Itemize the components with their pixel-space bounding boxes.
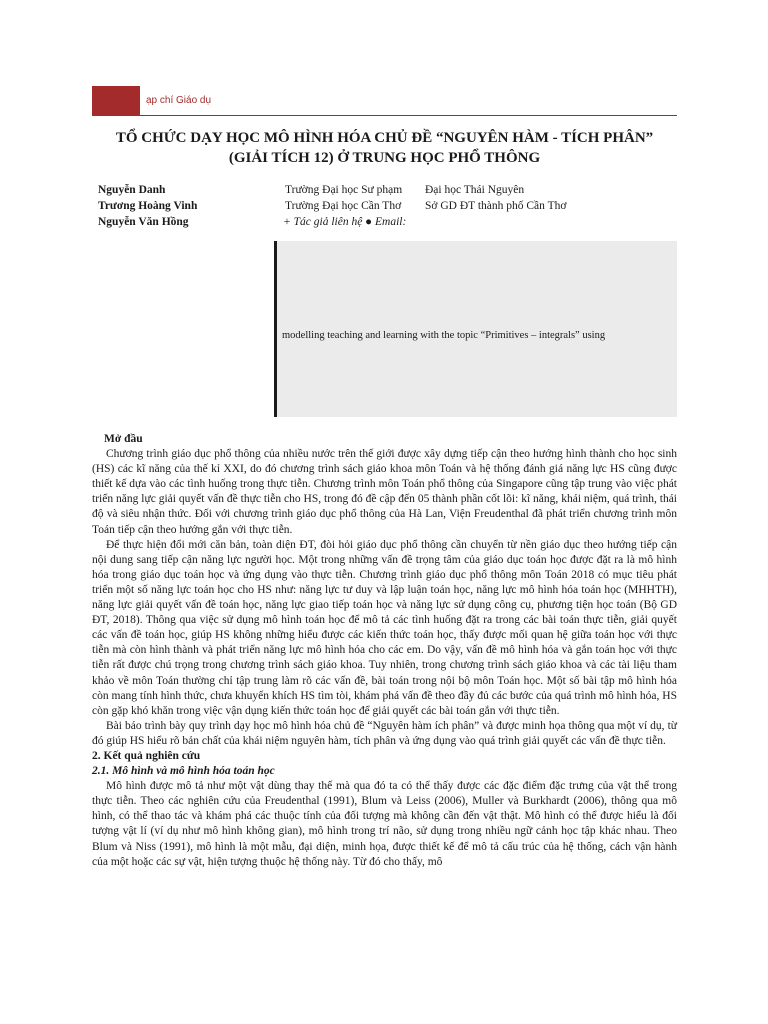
- author-row: [98, 182, 678, 198]
- header-rule: [140, 115, 677, 116]
- author-list: [98, 182, 678, 230]
- author-affiliation: Sở GD ĐT thành phố Cần Thơ: [425, 200, 567, 212]
- author-affiliation: Đại học Thái Nguyên: [425, 184, 525, 196]
- author-affiliation: Trường Đại học Sư phạm: [285, 184, 403, 196]
- section-heading-intro: Mở đầu: [104, 433, 143, 445]
- journal-header: [92, 86, 677, 116]
- subsection-heading-models: 2.1. Mô hình và mô hình hóa toán học: [92, 765, 275, 778]
- journal-logo-block: [92, 86, 140, 116]
- paper-title: [92, 128, 677, 168]
- paragraph: Để thực hiện đổi mới căn bản, toàn diện ĐT, đòi hỏi giáo dục phổ thông cần chuyển từ nền giáo dục theo hướng tiếp cận nội dung sang tiếp cận năng lực người học. Một trong những vấn đề trọng tâm của giáo dục toán học được đặt ra là mô hình hóa trong giáo dục toán học và ứng dụng vào thực tiễn. Chương trình giáo dục phổ thông môn Toán 2018 có mục tiêu phát triển một số năng lực toán học cho HS như: năng lực tư duy và lập luận toán học, năng lực mô hình hóa toán học (MHHTH), năng lực giải quyết vấn đề toán học, năng lực giao tiếp toán học và năng lực sử dụng công cụ, phương tiện học toán (Bộ GD ĐT, 2018). Thông qua việc sử dụng mô hình toán học để mô tả các tình huống đặt ra trong các bài toán thực tiễn, giải quyết các vấn đề toán học, giúp HS không những hiểu được các kiến thức toán học, thấy được mối quan hệ giữa toán học với thực tiễn mà còn hình thành và phát triển năng lực mô hình hóa cho các em. Do vậy, vấn đề mô hình hóa và gắn toán học với thực tiễn rất được chú trọng trong chương trình sách giáo khoa. Tuy nhiên, trong chương trình sách giáo khoa và các tài liệu tham khảo về môn Toán thường chỉ tập trung làm rõ các vấn đề, bài toán trong nội bộ môn Toán học. Một số bài tập mô hình hóa còn mang tính hình thức, chưa khuyến khích HS tìm tòi, khám phá vấn đề theo đầy đủ các bước của quá trình mô hình hóa, HS còn gặp khó khăn trong việc vận dụng kiến thức toán học để giải quyết các bài toán gắn với thực tiễn.: [92, 538, 677, 717]
- journal-name: ạp chí Giáo dụ: [146, 95, 212, 106]
- abstract-text: modelling teaching and learning with the topic “Primitives – integrals” using: [282, 330, 606, 341]
- author-name: Trương Hoàng Vinh: [98, 200, 198, 212]
- article-body: [92, 432, 677, 870]
- author-row: [98, 214, 678, 230]
- author-affiliation: Trường Đại học Cần Thơ: [285, 200, 402, 212]
- title-line-1: TỔ CHỨC DẠY HỌC MÔ HÌNH HÓA CHỦ ĐỀ “NGUYÊN HÀM - TÍCH PHÂN”: [115, 130, 654, 146]
- abstract-box: [274, 241, 677, 417]
- corresponding-author-contact: + Tác giả liên hệ ● Email:: [283, 216, 407, 228]
- author-name: Nguyễn Danh: [98, 184, 166, 196]
- abstract-side-bar: [274, 241, 277, 417]
- paragraph: Bài báo trình bày quy trình dạy học mô hình hóa chủ đề “Nguyên hàm ích phân” và được minh họa thông qua một ví dụ, từ đó giúp HS hiểu rõ bản chất của khái niệm nguyên hàm, tích phân và ứng dụng vào quá trình giải quyết các vấn đề thực tiễn.: [92, 719, 677, 747]
- paragraph: Chương trình giáo dục phổ thông của nhiều nước trên thế giới được xây dựng tiếp cận theo hướng hình thành cho học sinh (HS) các kĩ năng của thế kỉ XXI, do đó chương trình sách giáo khoa môn Toán và hệ thống đánh giá năng lực HS cũng được thiết kế dựa vào các tình huống trong thực tiễn. Chương trình môn Toán phổ thông của Singapore cũng tập trung vào việc phát triển năng lực giải quyết vấn đề thực tiễn cho HS, trong đó đề cập đến 05 thành phần cốt lõi: kĩ năng, khái niệm, quá trình, thái độ và siêu nhận thức. Đối với chương trình giáo dục phổ thông của Hà Lan, Viện Freudenthal đã phát triển chương trình môn Toán tiếp cận theo hướng gắn với thực tiễn.: [92, 448, 677, 536]
- section-heading-results: 2. Kết quả nghiên cứu: [92, 749, 201, 762]
- author-name: Nguyễn Văn Hồng: [98, 216, 189, 228]
- author-row: [98, 198, 678, 214]
- paragraph: Mô hình được mô tả như một vật dùng thay thế mà qua đó ta có thể thấy được các đặc điểm đặc trưng của vật thể trong thực tiễn. Theo các nghiên cứu của Freudenthal (1991), Blum và Leiss (2006), Muller và Burkhardt (2006), thông qua mô hình, có thể thao tác và khám phá các thuộc tính của đối tượng mà không cần đến vật thật. Mô hình có thể được hiểu là đối tượng vật lí (ví dụ như mô hình không gian), mô hình trong trí não, sử dụng trong nhiều ngữ cảnh học tập khác nhau. Theo Blum và Niss (1991), mô hình là một mẫu, đại diện, minh họa, được thiết kế để mô tả cấu trúc của hệ thống, cách vận hành của một hoặc các sự vật, hiện tượng thuộc hệ thống này. Từ đó cho thấy, mô: [92, 780, 677, 868]
- title-line-2: (GIẢI TÍCH 12) Ở TRUNG HỌC PHỔ THÔNG: [228, 150, 541, 166]
